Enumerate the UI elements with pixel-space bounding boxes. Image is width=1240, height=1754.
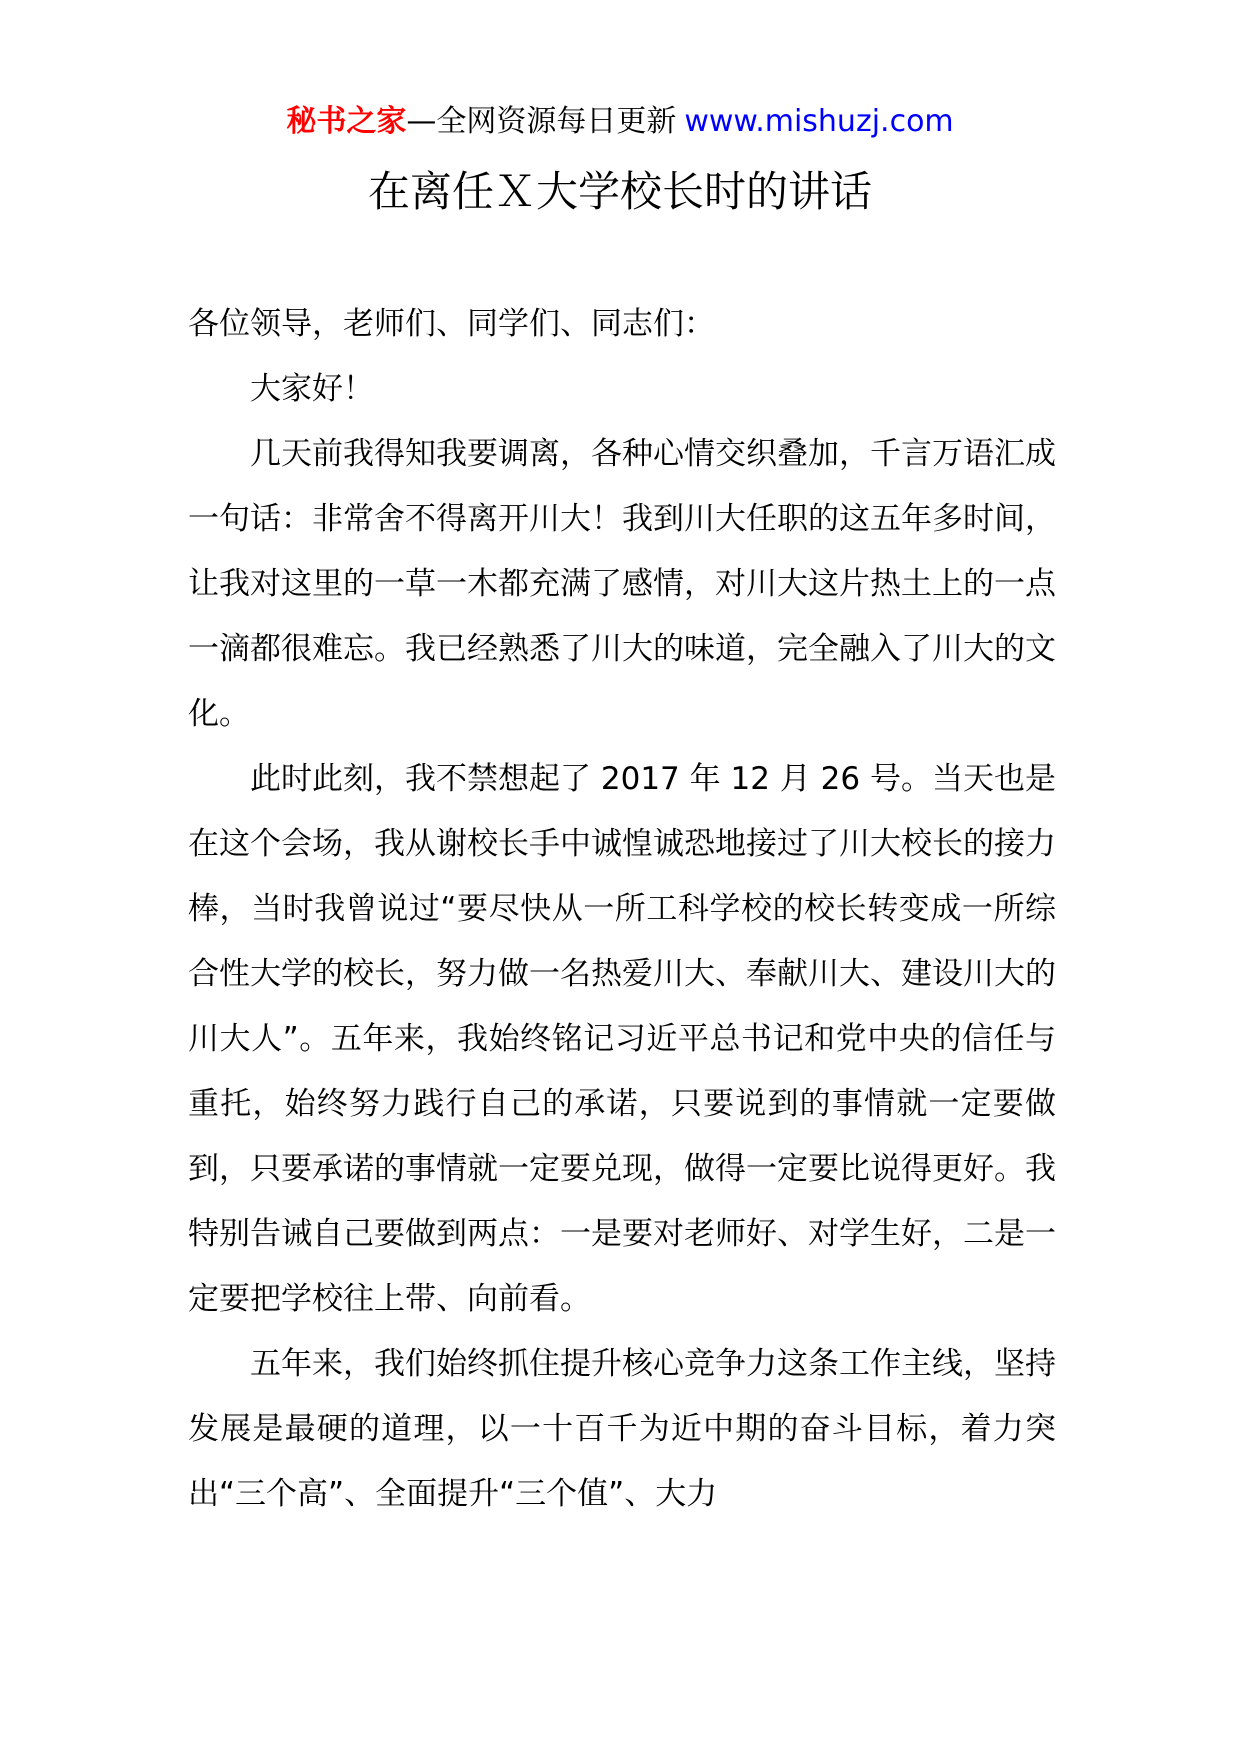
paragraph: 大家好！ xyxy=(250,371,374,407)
document-body xyxy=(188,292,1056,1527)
site-brand: 秘书之家 xyxy=(286,104,407,139)
document-title: 在离任Ｘ大学校长时的讲话 xyxy=(367,167,872,216)
salutation: 各位领导，老师们、同学们、同志们： xyxy=(188,306,715,342)
site-header xyxy=(0,100,1240,144)
paragraph: 此时此刻，我不禁想起了 2017 年 12 月 26 号。当天也是在这个会场，我从谢校长手中诚惶诚恐地接过了川大校长的接力棒，当时我曾说过“要尽快从一所工科学校的校长转变成一所综合性大学的校长，努力做一名热爱川大、奉献川大、建设川大的川大人”。五年来，我始终铭记习近平总书记和党中央的信任与重托，始终努力践行自己的承诺，只要说到的事情就一定要做到，只要承诺的事情就一定要兑现，做得一定要比说得更好。我特别告诫自己要做到两点：一是要对老师好、对学生好，二是一定要把学校往上带、向前看。 xyxy=(188,761,1056,1317)
site-url-link[interactable]: www.mishuzj.com xyxy=(684,104,954,139)
site-tagline: —全网资源每日更新 xyxy=(406,104,677,139)
paragraph: 五年来，我们始终抓住提升核心竞争力这条工作主线，坚持发展是最硬的道理，以一十百千为近中期的奋斗目标，着力突出“三个高”、全面提升“三个值”、大力 xyxy=(188,1346,1056,1512)
paragraph: 几天前我得知我要调离，各种心情交织叠加，千言万语汇成一句话：非常舍不得离开川大！我到川大任职的这五年多时间，让我对这里的一草一木都充满了感情，对川大这片热土上的一点一滴都很难忘。我已经熟悉了川大的味道，完全融入了川大的文化。 xyxy=(188,436,1056,732)
